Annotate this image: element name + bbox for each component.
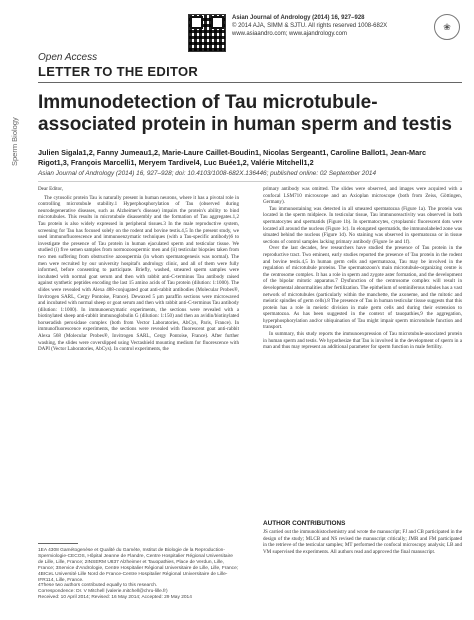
journal-header — [232, 14, 387, 38]
citation-line: Asian Journal of Andrology (2014) 16, 927–928; doi: 10.4103/1008-682X.136446; published online: 02 September 2014 — [38, 170, 377, 177]
section-label: LETTER TO THE EDITOR — [38, 64, 199, 79]
footnote-divider — [38, 543, 78, 544]
body-paragraph: Over the last decades, few researchers have studied the presence of Tau protein in the reproductive tract. Two eminent, early studies reported the presence of Tau protein in the rodent and bovine testis.4,5 In human germ cells and spermatozoa, Tau may be involved in the regulation of microtubule proteins. The spermatozoon's main microtubule-organizing centre is the centrosome complex. It has a role in sperm and zygote aster formation, and the development of the bipolar mitotic apparatus.7 Dysfunction of the centrosome complex will result in developmental abnormalities after fertilization. The epithelium of seminiferous tubules has a vast network of microtubules (particularly within the manchette, the axoneme, and the mitotic and meiotic spindles of germ cells).8 The presence of Tau in human testicular tissue suggests that this protein has a role in meiotic division in male germ cells and during their extension to spermatozoa. As has been suggested in the context of tauopathies,9 the aggregation, hyperphosphorylation and/or ubiquination of Tau might impair sperm microtubule function and transport. — [263, 245, 462, 331]
body-column-right — [263, 186, 462, 351]
body-paragraph: primary antibody was omitted. The slides were observed, and images were acquired with a confocal LSM710 microscope and an Axioplan microscope (both from Zeiss, Göttingen, Germany). — [263, 186, 462, 206]
side-category-label: Sperm Biology — [10, 117, 19, 167]
correspondence-footnote: Correspondence: Dr. V Mitchell (valerie.mitchell@chru-lille.fr) — [38, 589, 168, 595]
equal-contribution-footnote: 4These two authors contributed equally to this research. — [38, 583, 158, 589]
qr-code — [188, 14, 226, 52]
open-access-label: Open Access — [38, 52, 98, 63]
body-paragraph: Tau immunostaining was detected in all smeared spermatozoa (Figure 1a). The protein was located in the sperm midpiece. In testicular tissue, Tau immunoreactivity was observed in both spermatocytes and spermatids (Figure 1b). In spermatocytes, cytoplasmic fluorescent dots were located all around the nucleus (Figure 1c). In elongated spermatids, the immunolabeled zone was situated behind the nucleus (Figure 1d). No staining was observed in spermatozoa or in tissue sections of control samples lacking primary antibody (Figure 1e and 1f). — [263, 205, 462, 245]
body-paragraph: In summary, this study reports the immunoexpression of Tau microtubule-associated protein in human sperm and testis. We hypothesize that Tau is involved in the development of sperm in a man and thus may represent an additional parameter for sperm function in male fertility. — [263, 331, 462, 351]
affiliations-footnote: 1EA 4308 Gamétogenèse et Qualité du Gamète, Institut de Biologie de la Reproduction-Spermiologie-CECOS, Hôpital Jeanne de Flandre, Centre Hospitalier Régional Universitaire de Lille, Lille, France; 2INSERM U837 Alzheimer et Tauopathies, Place de Verdun, Lille, France; 3Service d'Andrologie, Centre Hospitalier Régional Universitaire de Lille, Lille, France; 4BICeL Université Lille Nord de France-Centre Hospitalier Régional Universitaire de Lille-IFR114, Lille, France. — [38, 548, 239, 583]
author-list: Julien Sigala1,2, Fanny Jumeau1,2, Marie-Laure Caillet-Boudin1, Nicolas Sergeant1, Caroline Ballot1, Jean-Marc Rigot1,3, François Marcelli1, Meryem Tardivel4, Luc Buée1,2, Valérie Mitchell1,2 — [38, 148, 427, 167]
footnotes — [38, 548, 239, 601]
article-title: Immunodetection of Tau microtubule-associated protein in human sperm and testis — [38, 92, 452, 135]
dates-footnote: Received: 10 April 2014; Revised: 16 May 2014; Accepted: 29 May 2014 — [38, 595, 192, 601]
body-column-left — [38, 186, 239, 353]
journal-line: Asian Journal of Andrology (2014) 16, 927–928 — [232, 15, 365, 21]
copyright-line: © 2014 AJA, SIMM & SJTU. All rights reserved 1008-682X — [232, 23, 388, 29]
journal-url[interactable]: www.asiaandro.com; www.ajandrology.com — [232, 31, 347, 37]
author-contributions-text: JS carried out the immunohistochemistry and wrote the manuscript; FJ and CB participated in the design of the study; MLCB and NS revised the manuscript critically; JMR and FM participated in the retrieve of the testicular samples; MT performed the confocal microscopy analysis; LB and VM supervised the experiments. All authors read and approved the final manuscript. — [263, 529, 462, 555]
header-divider — [38, 82, 462, 83]
title-divider — [38, 181, 462, 182]
author-contributions-heading: AUTHOR CONTRIBUTIONS — [263, 520, 346, 527]
journal-logo-icon: ❀ — [434, 14, 460, 40]
body-paragraph: The cytosolic protein Tau is naturally present in human neurons, where it has a pivotal role in controlling microtubule stability.1 Hyperphosphorylation of Tau (observed during neurodegenerative diseases, such as Alzheimer's disease) impairs the protein's ability to bind microtubules. This results in microtubule disassembly and the formation of Tau aggregates.1,2 Tau protein is also widely expressed in peripheral tissues.3 In the male reproductive system, screening for Tau has focused solely on the rodent and bovine testis.4,5 In the present study, we used immunofluorescence and immunoenzymatic techniques (with a Tau-specific antibody)6 to investigate the presence of Tau protein in human ejaculated sperm and testicular tissue. We studied (i) five semen samples from normozoospermic men and (ii) testicular biopsies taken from two men suffering from obstructive azoospermia (in whom spermatogenesis was normal). The men were recruited by our university hospital's andrology clinic, and all of them were fully informed, before consenting to participate. Briefly, washed, smeared sperm samples were incubated with normal goat serum and then with rabbit anti-C-terminus Tau antibody raised against synthetic peptides encoding the last 15 amino acids of Tau protein (dilution: 1:1000). The slides were revealed with Alexa 488-conjugated goat anti-rabbit antibodies (Molecular Probes®, Invitrogen SARL, Cergy Pontoise, France). Dewaxed 5 μm paraffin sections were microwaved and incubated with normal sheep or goat serum and then with rabbit anti-C-terminus Tau antibody (dilution: 1:1000). In immunoenzymatic experiments, the sections were revealed with a biotinylated sheep anti-rabbit immunoglobulin G (dilution: 1:150) and then an avidin/biotinylated horseradish peroxidase complex (both from Vector Laboratories, AbCys, Paris, France). In immunofluorescence experiments, the sections were revealed with fluorescent goat anti-rabbit Alexa 568 (Molecular Probes®, Invitrogen SARL, Cergy Pontoise, France). After further washing, the slides were coverslipped using Vectashield mounting medium for fluorescence with DAPI (Vector Laboratories, AbCys). In control experiments, the — [38, 194, 239, 353]
salutation: Dear Editor, — [38, 186, 63, 192]
